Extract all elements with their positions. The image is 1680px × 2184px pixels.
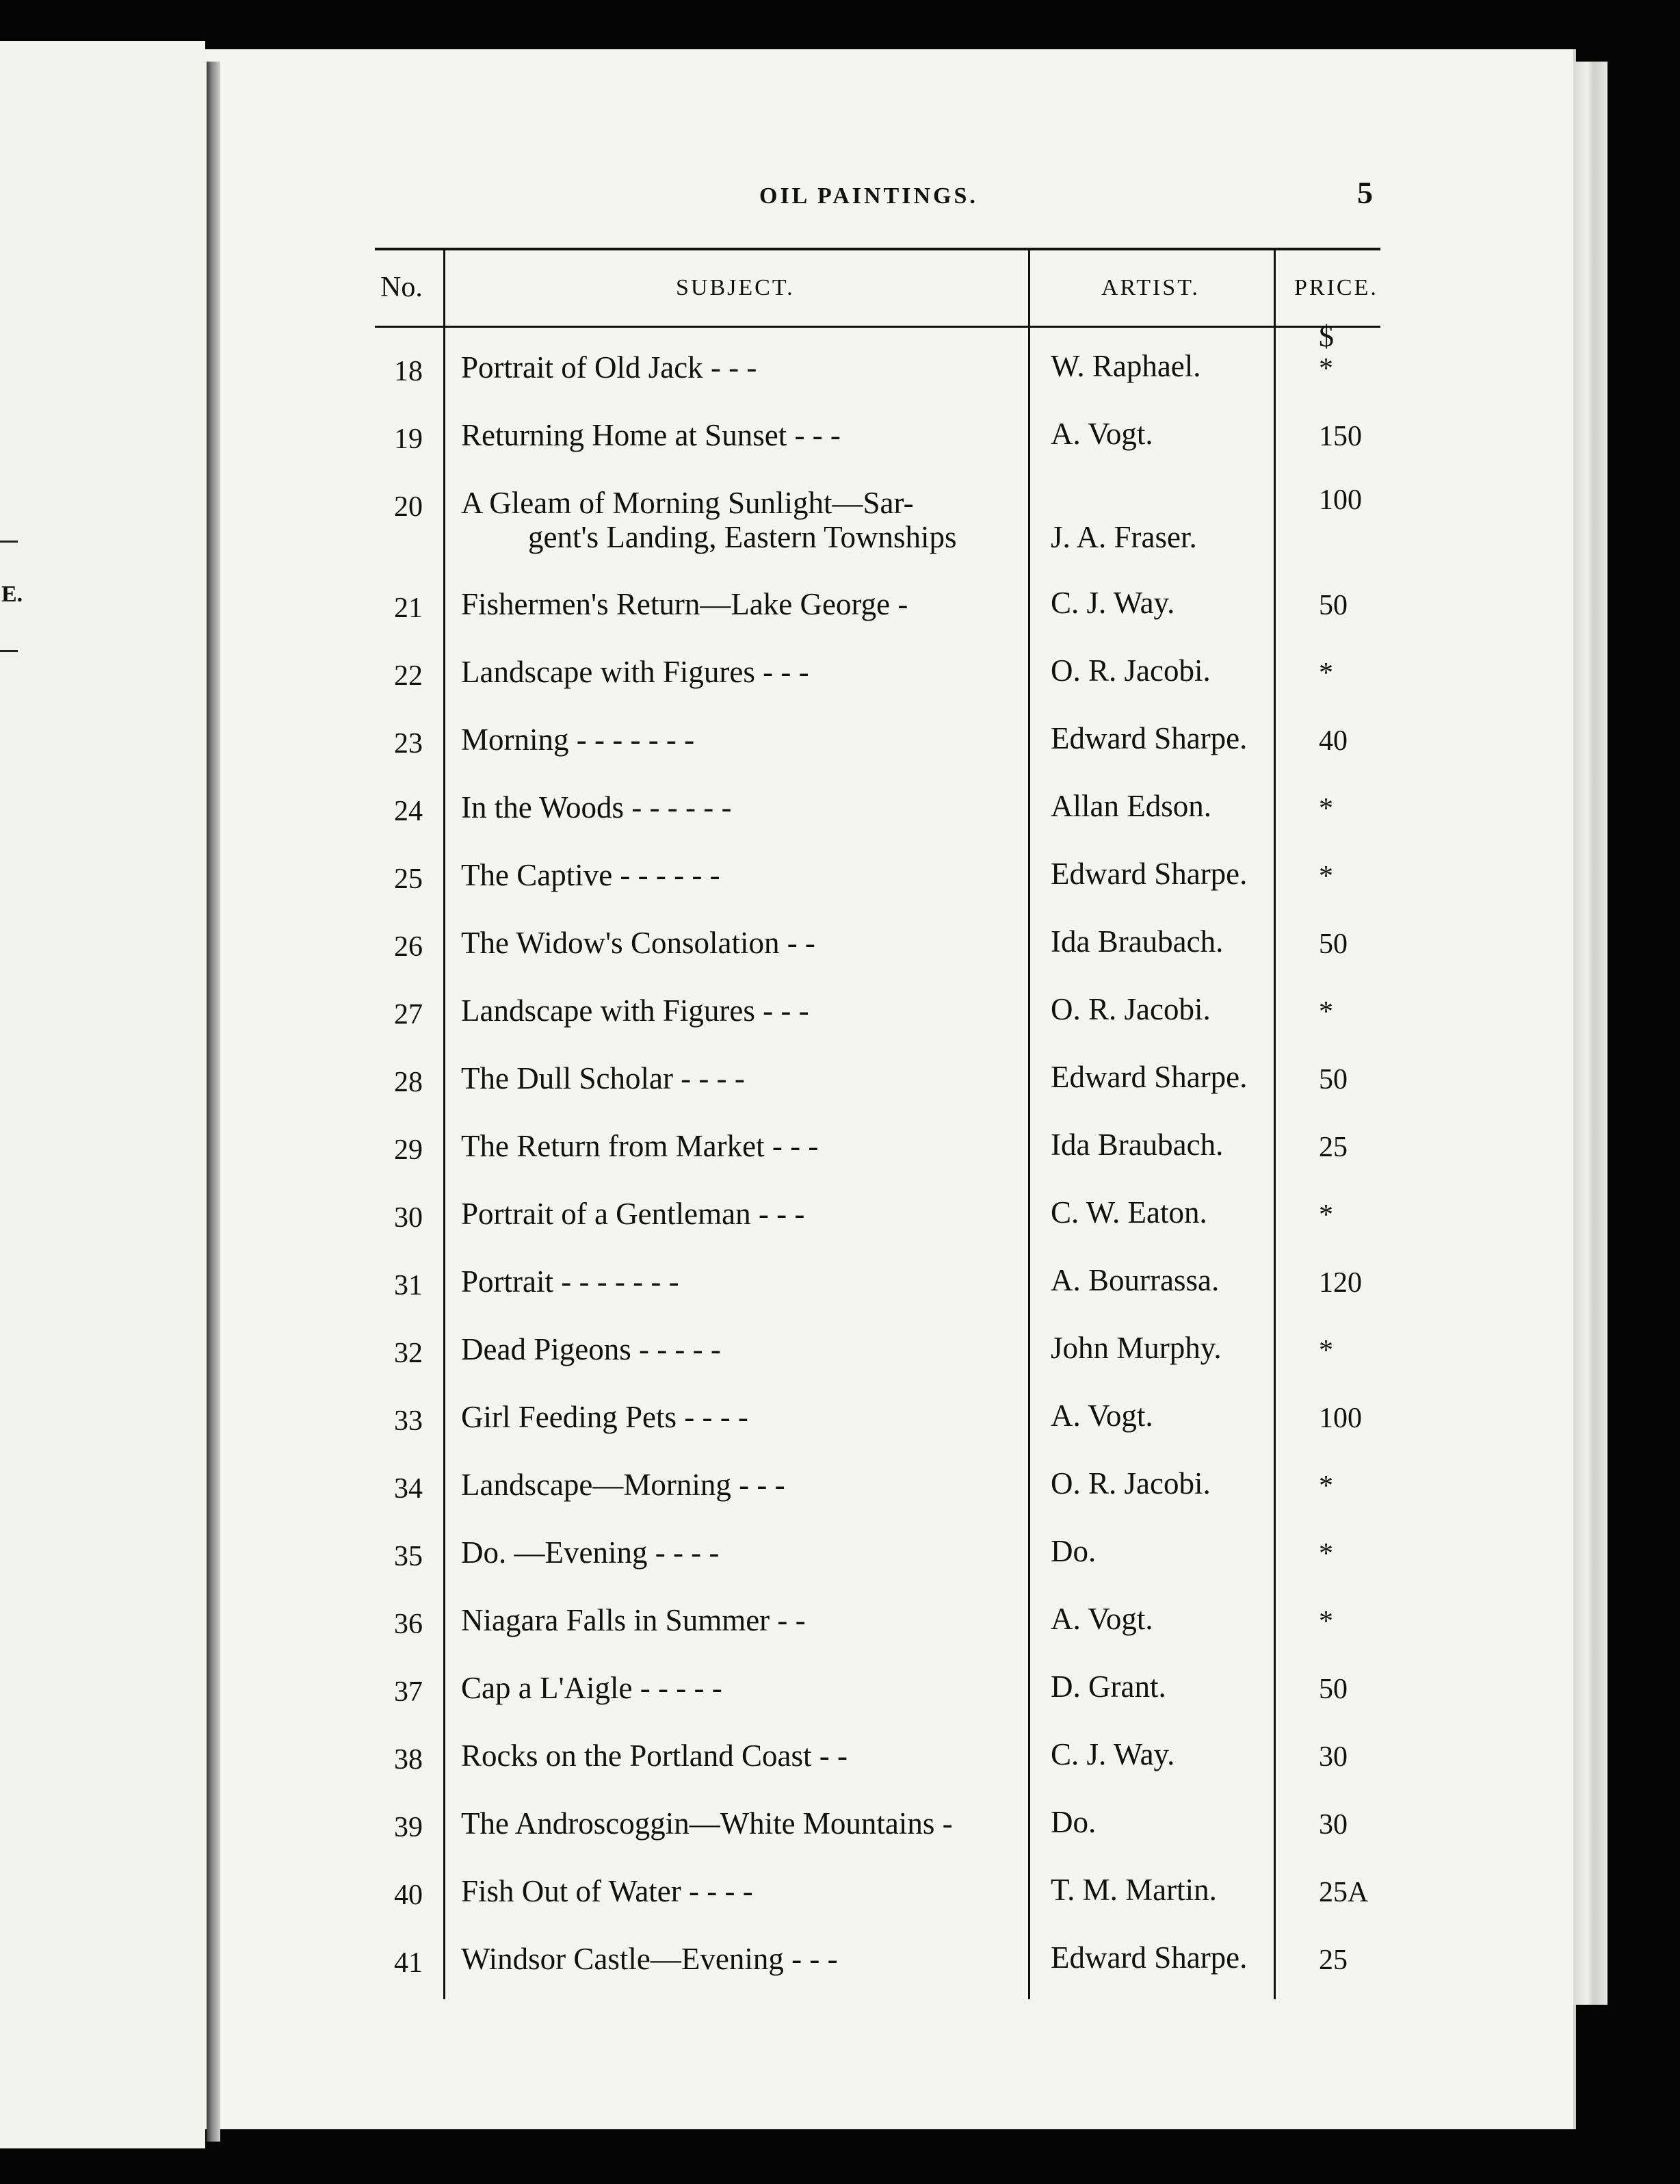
painting-price: 100	[1319, 484, 1362, 516]
painting-artist: Ida Braubach.	[1051, 1128, 1224, 1162]
painting-price: *	[1319, 793, 1333, 824]
left-rule-bottom	[0, 650, 18, 652]
painting-price: 40	[1319, 725, 1348, 757]
painting-subject: Portrait of Old Jack - - -	[461, 350, 757, 385]
painting-subject: Windsor Castle—Evening - - -	[461, 1942, 838, 1976]
painting-number: 41	[394, 1947, 423, 1979]
table-row	[375, 1310, 1380, 1377]
painting-price: *	[1319, 1470, 1333, 1502]
painting-artist: T. M. Martin.	[1051, 1873, 1217, 1907]
painting-number: 23	[394, 728, 423, 759]
painting-number: 20	[394, 491, 423, 523]
header-price: PRICE.	[1294, 275, 1378, 300]
table-row	[375, 1851, 1380, 1919]
table-header	[375, 250, 1380, 328]
painting-price: 100	[1319, 1403, 1362, 1434]
painting-number: 35	[394, 1541, 423, 1572]
painting-number: 36	[394, 1609, 423, 1640]
painting-price: 50	[1319, 1064, 1348, 1095]
table-row	[375, 768, 1380, 835]
painting-artist: Edward Sharpe.	[1051, 721, 1248, 755]
painting-price: *	[1319, 353, 1333, 385]
painting-artist: A. Vogt.	[1051, 1602, 1153, 1636]
header-subject: SUBJECT.	[676, 275, 795, 300]
table-row	[375, 395, 1380, 463]
table-row	[375, 1039, 1380, 1106]
painting-price: 30	[1319, 1809, 1348, 1841]
page-edges	[1573, 62, 1607, 2005]
painting-price: 150	[1319, 421, 1362, 452]
painting-number: 38	[394, 1744, 423, 1776]
painting-artist: Edward Sharpe.	[1051, 1940, 1248, 1975]
table-row	[375, 632, 1380, 700]
painting-subject: Returning Home at Sunset - - -	[461, 418, 841, 452]
painting-number: 40	[394, 1880, 423, 1911]
painting-artist: J. A. Fraser.	[1051, 520, 1197, 554]
painting-subject: In the Woods - - - - - -	[461, 790, 732, 824]
painting-artist: O. R. Jacobi.	[1051, 992, 1211, 1026]
painting-artist: O. R. Jacobi.	[1051, 653, 1211, 688]
painting-number: 26	[394, 931, 423, 963]
table-row	[375, 328, 1380, 395]
table-row	[375, 1513, 1380, 1581]
table-row	[375, 463, 1380, 564]
header-no: No.	[380, 272, 423, 303]
table-row	[375, 971, 1380, 1039]
table-row	[375, 1716, 1380, 1784]
painting-subject: Fishermen's Return—Lake George -	[461, 587, 908, 621]
table-row	[375, 835, 1380, 903]
painting-artist: A. Vogt.	[1051, 1399, 1153, 1433]
painting-price: 25A	[1319, 1877, 1369, 1908]
painting-number: 22	[394, 660, 423, 692]
painting-number: 31	[394, 1270, 423, 1301]
painting-artist: W. Raphael.	[1051, 349, 1201, 383]
painting-price: *	[1319, 1538, 1333, 1570]
painting-subject: The Androscoggin—White Mountains -	[461, 1806, 953, 1841]
painting-price: *	[1319, 861, 1333, 892]
painting-subject: Girl Feeding Pets - - - -	[461, 1400, 748, 1434]
painting-artist: O. R. Jacobi.	[1051, 1466, 1211, 1500]
painting-number: 34	[394, 1473, 423, 1505]
table-row	[375, 1174, 1380, 1242]
facing-page	[0, 41, 205, 2148]
table-row	[375, 1648, 1380, 1716]
painting-number: 18	[394, 356, 423, 387]
painting-subject: The Return from Market - - -	[461, 1129, 819, 1163]
painting-number: 27	[394, 999, 423, 1030]
painting-subject: Portrait - - - - - - -	[461, 1264, 679, 1299]
table-body	[375, 328, 1380, 1987]
painting-price: 50	[1319, 590, 1348, 621]
left-rule-top	[0, 541, 18, 543]
painting-number: 39	[394, 1812, 423, 1843]
painting-subject: A Gleam of Morning Sunlight—Sar-	[461, 486, 914, 520]
painting-price: 25	[1319, 1132, 1348, 1163]
header-artist: ARTIST.	[1101, 275, 1200, 300]
painting-artist: A. Bourrassa.	[1051, 1263, 1220, 1297]
painting-subject: Dead Pigeons - - - - -	[461, 1332, 721, 1366]
painting-number: 29	[394, 1134, 423, 1166]
painting-number: 33	[394, 1405, 423, 1437]
running-head: OIL PAINTINGS.	[759, 183, 978, 209]
table-row	[375, 1784, 1380, 1851]
painting-subject: The Captive - - - - - -	[461, 858, 720, 892]
painting-number: 30	[394, 1202, 423, 1234]
painting-artist: Allan Edson.	[1051, 789, 1211, 823]
painting-price: *	[1319, 996, 1333, 1028]
painting-number: 24	[394, 796, 423, 827]
painting-subject: Cap a L'Aigle - - - - -	[461, 1671, 722, 1705]
painting-subject: Fish Out of Water - - - -	[461, 1874, 753, 1908]
painting-price: *	[1319, 1606, 1333, 1637]
painting-subject-continued: gent's Landing, Eastern Townships	[528, 520, 957, 554]
painting-artist: D. Grant.	[1051, 1669, 1166, 1704]
painting-number: 25	[394, 863, 423, 895]
table-row	[375, 700, 1380, 768]
painting-price: 30	[1319, 1741, 1348, 1773]
painting-subject: Portrait of a Gentleman - - -	[461, 1197, 805, 1231]
painting-price: *	[1319, 658, 1333, 689]
painting-subject: Landscape—Morning - - -	[461, 1468, 785, 1502]
painting-price: *	[1319, 1335, 1333, 1366]
catalogue-table	[375, 248, 1380, 1987]
painting-subject: Niagara Falls in Summer - -	[461, 1603, 806, 1637]
painting-price: 50	[1319, 928, 1348, 960]
painting-price: 120	[1319, 1267, 1362, 1299]
painting-artist: Do.	[1051, 1805, 1097, 1839]
painting-number: 19	[394, 424, 423, 455]
painting-number: 21	[394, 593, 423, 624]
painting-price: *	[1319, 1199, 1333, 1231]
painting-artist: C. J. Way.	[1051, 586, 1175, 620]
book-spine	[207, 62, 220, 2142]
table-row	[375, 1445, 1380, 1513]
painting-artist: Edward Sharpe.	[1051, 1060, 1248, 1094]
painting-artist: Do.	[1051, 1534, 1097, 1568]
painting-artist: C. W. Eaton.	[1051, 1195, 1207, 1230]
painting-artist: A. Vogt.	[1051, 417, 1153, 451]
page-number: 5	[1357, 175, 1373, 210]
painting-artist: Edward Sharpe.	[1051, 857, 1248, 891]
painting-price: 50	[1319, 1674, 1348, 1705]
table-row	[375, 1242, 1380, 1310]
table-row	[375, 1106, 1380, 1174]
painting-subject: The Dull Scholar - - - -	[461, 1061, 745, 1095]
table-row	[375, 1581, 1380, 1648]
painting-artist: Ida Braubach.	[1051, 924, 1224, 959]
facing-page-fragment: E.	[1, 582, 23, 607]
table-row	[375, 1377, 1380, 1445]
painting-number: 28	[394, 1067, 423, 1098]
painting-number: 32	[394, 1338, 423, 1369]
painting-artist: John Murphy.	[1051, 1331, 1222, 1365]
painting-subject: Do. —Evening - - - -	[461, 1535, 720, 1570]
currency-symbol: $	[1319, 320, 1334, 353]
table-row	[375, 1919, 1380, 1987]
painting-subject: Rocks on the Portland Coast - -	[461, 1739, 848, 1773]
painting-subject: The Widow's Consolation - -	[461, 926, 815, 960]
table-row	[375, 564, 1380, 632]
painting-subject: Landscape with Figures - - -	[461, 993, 809, 1028]
painting-subject: Morning - - - - - - -	[461, 723, 695, 757]
table-row	[375, 903, 1380, 971]
painting-artist: C. J. Way.	[1051, 1737, 1175, 1771]
painting-number: 37	[394, 1676, 423, 1708]
painting-subject: Landscape with Figures - - -	[461, 655, 809, 689]
painting-price: 25	[1319, 1945, 1348, 1976]
